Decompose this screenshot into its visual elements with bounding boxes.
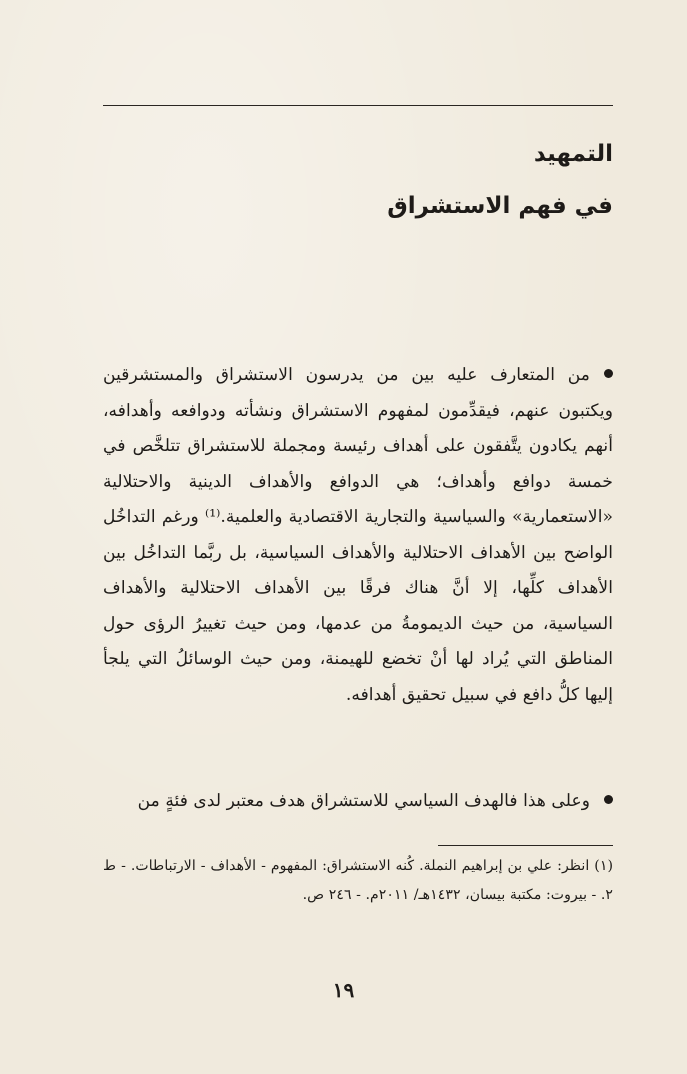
page-number: ١٩ bbox=[332, 978, 355, 1002]
chapter-title: التمهيد bbox=[533, 141, 613, 167]
paragraph-1 bbox=[103, 358, 613, 713]
paragraph-2 bbox=[103, 784, 613, 820]
footnote: (١) انظر: علي بن إبراهيم النملة. كُنه الاستشراق: المفهوم - الأهداف - الارتباطات. - ط ٢. - بيروت: مكتبة بيسان، ١٤٣٢هـ/ ٢٠١١م. - ٢٤٦ ص. bbox=[103, 858, 613, 903]
bullet-icon bbox=[604, 795, 613, 804]
paragraph-2-text: وعلى هذا فالهدف السياسي للاستشراق هدف معتبر لدى فئةٍ من bbox=[137, 791, 590, 811]
paragraph-1-text: من المتعارف عليه بين من يدرسون الاستشراق والمستشرقين ويكتبون عنهم، فيقدِّمون لمفهوم الاستشراق ونشأته ودوافعه وأهدافه، أنهم يكادون يتَّفقون على أهداف رئيسة ومجملة للاستشراق تتلخَّص في خمسة دوافع وأهداف؛ هي الدوافع والأهداف الدينية والاحتلالية «الاستعمارية» والسياسية والتجارية الاقتصادية والعلمية.⁽¹⁾ ورغم التداخُل الواضح بين الأهداف الاحتلالية والأهداف السياسية، بل ربَّما التداخُل بين الأهداف كلِّها، إلا أنَّ هناك فرقًا بين الأهداف الاحتلالية والأهداف السياسية، من حيث الديمومةُ من عدمها، ومن حيث تغييرُ الرؤى حول المناطق التي يُراد لها أنْ تخضع للهيمنة، ومن حيث الوسائلُ التي يلجأ إليها كلُّ دافع في سبيل تحقيق أهدافه. bbox=[103, 365, 614, 705]
header-rule bbox=[103, 105, 613, 106]
chapter-subtitle: في فهم الاستشراق bbox=[387, 193, 613, 219]
bullet-icon bbox=[604, 369, 613, 378]
chapter-heading bbox=[93, 128, 613, 232]
footnote-rule bbox=[438, 845, 613, 846]
